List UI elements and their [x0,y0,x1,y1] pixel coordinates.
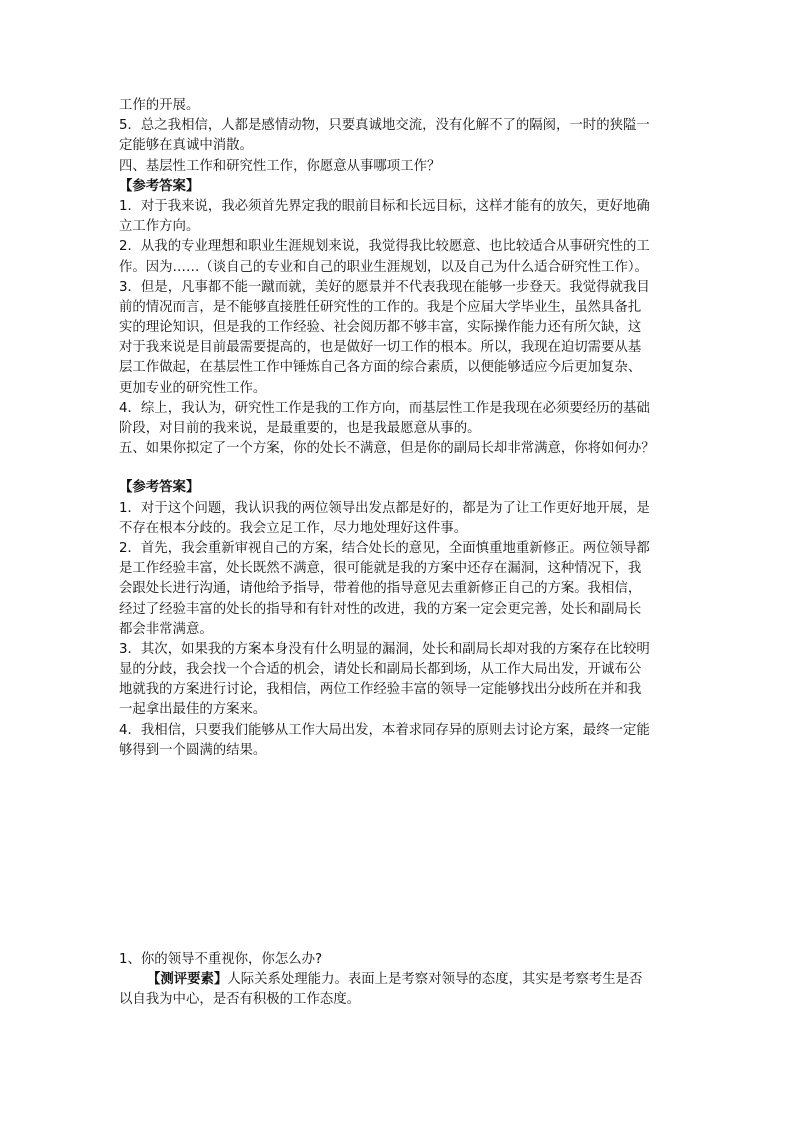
text-line: 2．首先，我会重新审视自己的方案，结合处长的意见，全面慎重地重新修正。两位领导都 [119,540,650,556]
text-line: 够得到一个圆满的结果。 [119,742,267,758]
evaluation-text-continued: 以自我为中心，是否有积极的工作态度。 [119,992,361,1008]
answer-label: 【参考答案】 [119,178,200,194]
text-line: 更加专业的研究性工作。 [119,380,267,396]
text-line: 工作的开展。 [119,98,200,113]
evaluation-label: 【测评要素】 [147,972,228,988]
text-line: 立工作方向。 [119,219,200,235]
text-line: 不存在根本分歧的。我会立足工作，尽力地处理好这件事。 [119,520,468,536]
question-title: 1、你的领导不重视你，你怎么办? [119,952,323,967]
text-line: 显的分歧，我会找一个合适的机会，请处长和副局长都到场，从工作大局出发，开诚布公 [119,662,642,678]
text-line: 地就我的方案进行讨论，我相信，两位工作经验丰富的领导一定能够找出分歧所在并和我 [119,682,642,698]
text-line: 阶段，对目前的我来说，是最重要的，也是我最愿意从事的。 [119,421,481,436]
text-line: 1．对于我来说，我必须首先界定我的眼前目标和长远目标，这样才能有的放矢，更好地确 [119,198,650,214]
next-question-section [119,950,679,1011]
text-line: 前的情况而言，是不能够直接胜任研究性的工作的。我是个应届大学毕业生，虽然具备扎 [119,299,642,315]
text-line: 2．从我的专业理想和职业生涯规划来说，我觉得我比较愿意、也比较适合从事研究性的工 [119,239,650,255]
text-line: 都会非常满意。 [119,621,213,637]
text-line: 经过了经验丰富的处长的指导和有针对性的改进，我的方案一定会更完善，处长和副局长 [119,601,642,617]
text-line: 对于我来说是目前最需要提高的，也是做好一切工作的根本。所以，我现在迫切需要从基 [119,340,642,356]
text-line: 是工作经验丰富，处长既然不满意，很可能就是我的方案中还存在漏洞，这种情况下，我 [119,561,642,577]
text-line: 4．综上，我认为，研究性工作是我的工作方向，而基层性工作是我现在必须要经历的基础 [119,400,650,416]
document-body [119,96,681,761]
text-line: 实的理论知识，但是我的工作经验、社会阅历都不够丰富，实际操作能力还有所欠缺，这 [119,320,642,336]
text-line: 层工作做起，在基层性工作中锤炼自己各方面的综合素质，以便能够适应今后更加复杂、 [119,360,642,376]
blank-line [119,459,681,478]
evaluation-text: 人际关系处理能力。表面上是考察对领导的态度，其实是考察考生是否 [227,972,643,988]
text-line: 4．我相信，只要我们能够从工作大局出发，本着求同存异的原则去讨论方案，最终一定能 [119,722,650,738]
text-line: 1．对于这个问题，我认识我的两位领导出发点都是好的，都是为了让工作更好地开展，是 [119,500,650,516]
question-heading-4: 四、基层性工作和研究性工作，你愿意从事哪项工作？ [119,158,441,174]
text-line: 一起拿出最佳的方案来。 [119,702,267,718]
evaluation-line [119,970,679,990]
text-line: 3．其次，如果我的方案本身没有什么明显的漏洞，处长和副局长却对我的方案存在比较明 [119,641,650,657]
text-line: 会跟处长进行沟通，请他给予指导，带着他的指导意见去重新修正自己的方案。我相信， [119,581,642,597]
text-line: 3．但是，凡事都不能一蹴而就，美好的愿景并不代表我现在能够一步登天。我觉得就我目 [119,279,650,295]
text-line: 5．总之我相信，人都是感情动物，只要真诚地交流，没有化解不了的隔阂，一时的狭隘一 [119,118,650,134]
answer-label: 【参考答案】 [119,480,200,496]
text-line: 作。因为……（谈自己的专业和自己的职业生涯规划，以及自己为什么适合研究性工作）。 [119,259,648,275]
question-heading-5: 五、如果你拟定了一个方案，你的处长不满意，但是你的副局长却非常满意，你将如何办？ [119,441,655,457]
text-line: 定能够在真诚中消散。 [119,138,253,154]
